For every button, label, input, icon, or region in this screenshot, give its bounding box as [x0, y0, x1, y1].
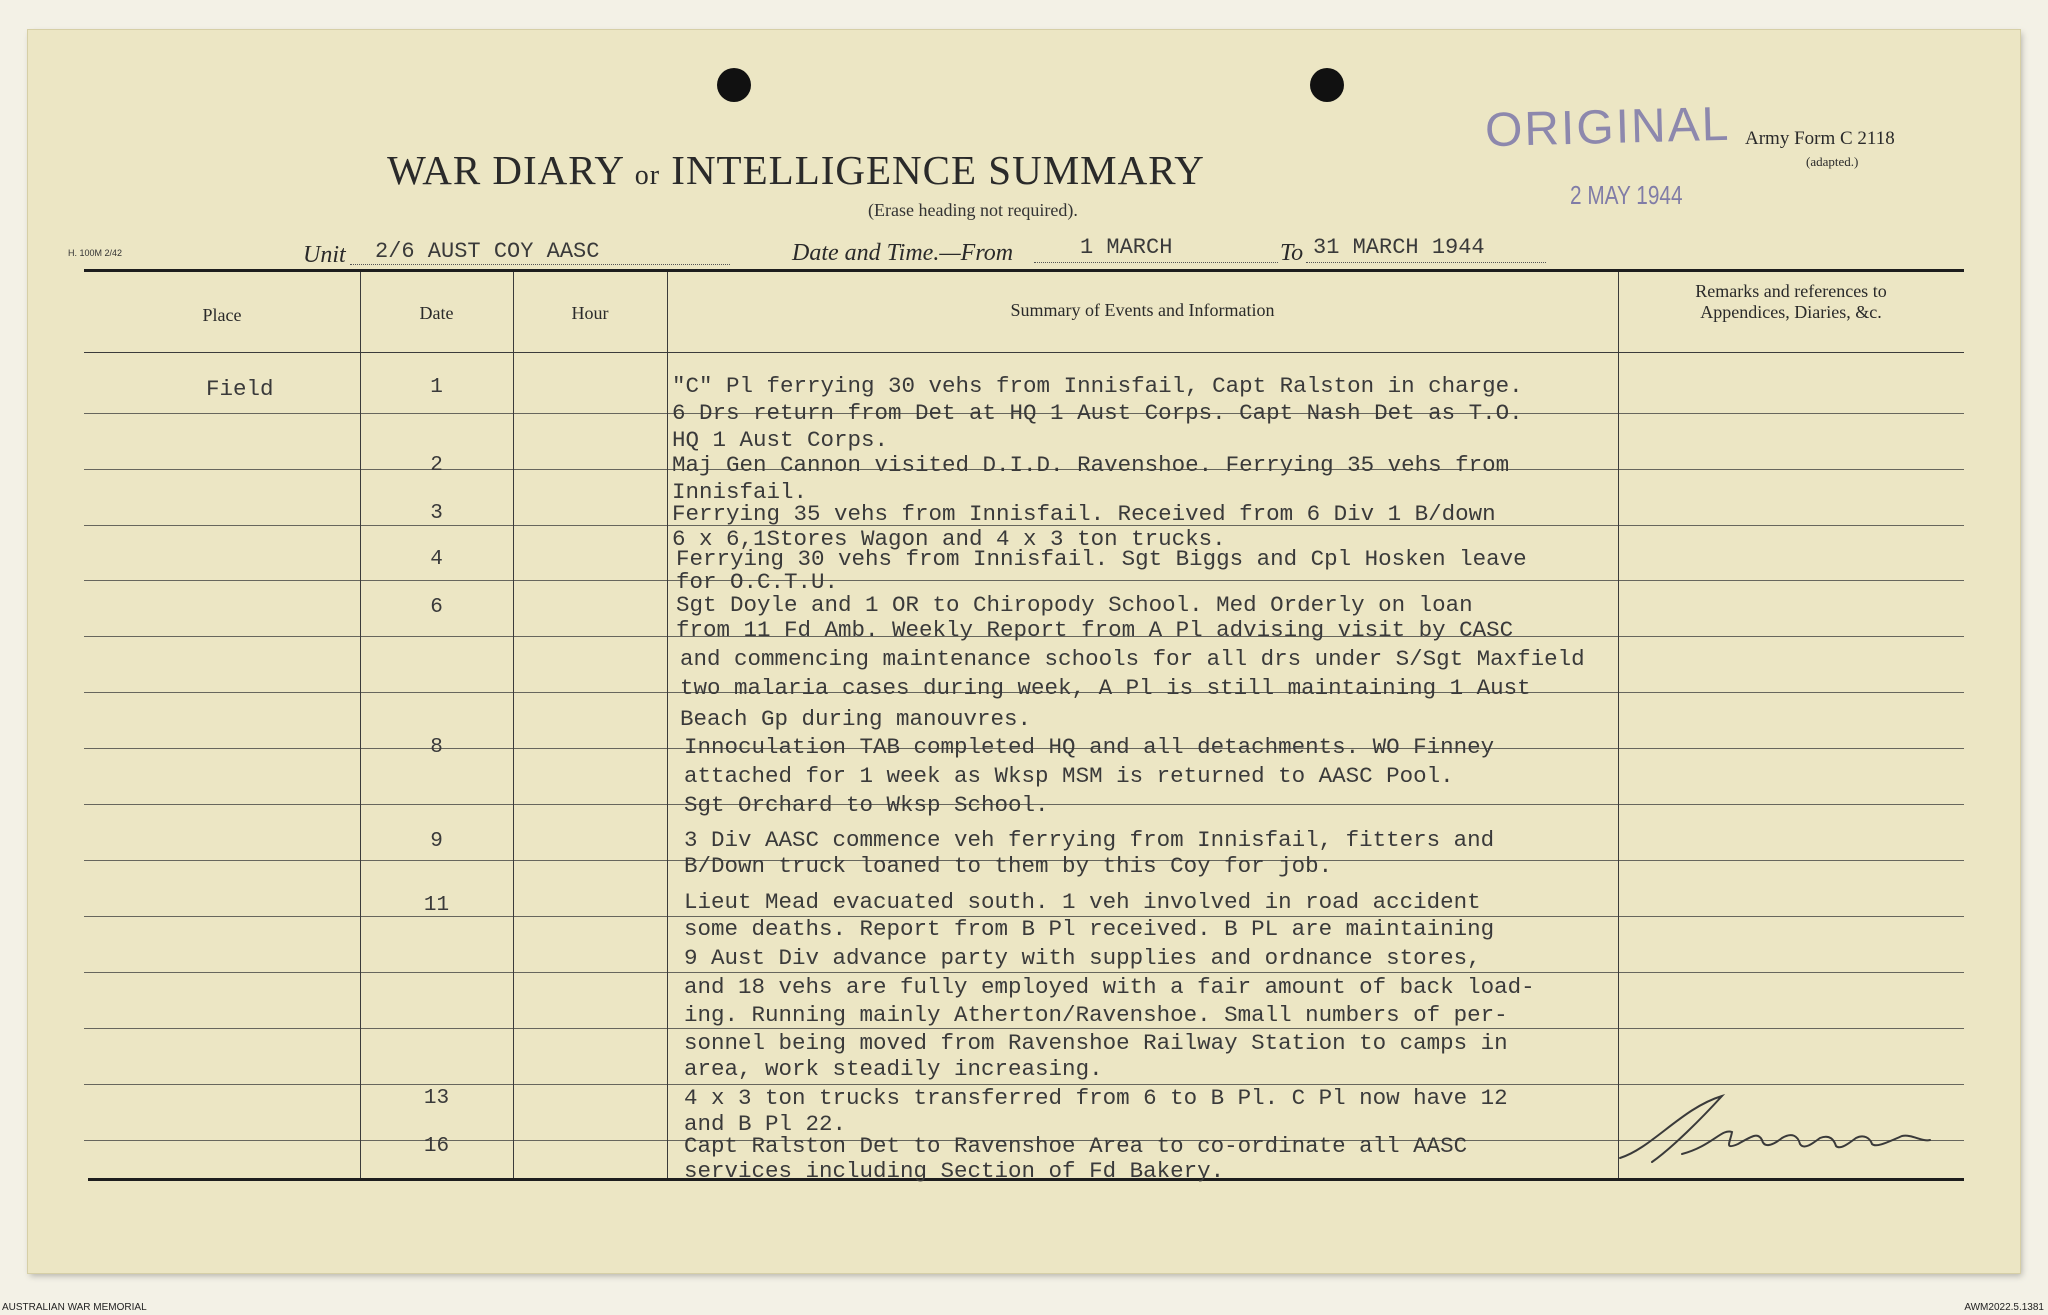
date-cell: 8: [430, 736, 443, 759]
summary-line: from 11 Fd Amb. Weekly Report from A Pl advising visit by CASC: [676, 617, 1514, 643]
date-cell: 11: [423, 894, 450, 917]
date-cell: 3: [430, 502, 443, 525]
summary-line: and commencing maintenance schools for all drs under S/Sgt Maxfield: [680, 646, 1585, 672]
summary-line: 3 Div AASC commence veh ferrying from Innisfail, fitters and: [684, 827, 1495, 853]
original-stamp: ORIGINAL: [1484, 97, 1732, 158]
to-dotted-line: [1306, 262, 1546, 263]
summary-line: Maj Gen Cannon visited D.I.D. Ravenshoe. Ferrying 35 vehs from: [672, 452, 1510, 478]
summary-line: HQ 1 Aust Corps.: [672, 427, 889, 453]
date-cell: 2: [430, 454, 443, 477]
summary-line: "C" Pl ferrying 30 vehs from Innisfail, Capt Ralston in charge.: [672, 373, 1523, 399]
row-rule: [84, 1028, 1964, 1029]
row-rule: [84, 972, 1964, 973]
summary-line: some deaths. Report from B Pl received. B PL are maintaining: [684, 916, 1495, 942]
date-cell: 6: [430, 596, 443, 619]
summary-line: and 18 vehs are fully employed with a fair amount of back load-: [684, 974, 1535, 1000]
summary-line: attached for 1 week as Wksp MSM is returned to AASC Pool.: [684, 763, 1454, 789]
summary-line: Innoculation TAB completed HQ and all detachments. WO Finney: [684, 734, 1495, 760]
page-title: WAR DIARY or INTELLIGENCE SUMMARY: [387, 147, 1205, 193]
army-form-label: Army Form C 2118: [1745, 128, 1895, 149]
column-header-summary: Summary of Events and Information: [1010, 300, 1275, 320]
unit-value: 2/6 AUST COY AASC: [375, 239, 600, 264]
date-cell: 1: [430, 376, 443, 399]
summary-line: two malaria cases during week, A Pl is still maintaining 1 Aust: [680, 675, 1531, 701]
from-dotted-line: [1034, 262, 1278, 263]
summary-line: sonnel being moved from Ravenshoe Railway Station to camps in: [684, 1030, 1508, 1056]
divider-summary-remarks: [1618, 272, 1619, 1178]
summary-line: 4 x 3 ton trucks transferred from 6 to B Pl. C Pl now have 12: [684, 1085, 1508, 1111]
column-header-remarks: Remarks and references to Appendices, Diaries, &c.: [1695, 281, 1887, 322]
unit-dotted-line: [350, 264, 730, 265]
summary-line: for O.C.T.U.: [676, 569, 839, 595]
date-time-label: Date and Time.—From: [792, 240, 1014, 266]
summary-line: B/Down truck loaned to them by this Coy for job.: [684, 853, 1333, 879]
summary-line: 6 Drs return from Det at HQ 1 Aust Corps. Capt Nash Det as T.O.: [672, 400, 1523, 426]
footer-credit: AUSTRALIAN WAR MEMORIAL: [2, 1302, 147, 1313]
summary-line: services including Section of Fd Bakery.: [684, 1158, 1225, 1184]
row-rule: [84, 580, 1964, 581]
summary-line: Ferrying 30 vehs from Innisfail. Sgt Biggs and Cpl Hosken leave: [676, 546, 1527, 572]
summary-line: Innisfail.: [672, 479, 808, 505]
divider-hour-summary: [667, 272, 668, 1178]
column-header-date: Date: [419, 303, 454, 323]
header-bottom-rule: [84, 352, 1964, 353]
date-cell: 13: [423, 1087, 450, 1110]
unit-label: Unit: [303, 242, 346, 268]
summary-line: Sgt Orchard to Wksp School.: [684, 792, 1049, 818]
summary-line: 6 x 6,1Stores Wagon and 4 x 3 ton trucks.: [672, 526, 1226, 552]
summary-line: area, work steadily increasing.: [684, 1056, 1103, 1082]
summary-line: and B Pl 22.: [684, 1111, 847, 1137]
received-date-stamp: 2 MAY 1944: [1570, 180, 1683, 210]
summary-line: 9 Aust Div advance party with supplies and ordnance stores,: [684, 945, 1481, 971]
punch-hole-right: [1310, 68, 1344, 102]
erase-note: (Erase heading not required).: [868, 200, 1078, 220]
summary-line: ing. Running mainly Atherton/Ravenshoe. Small numbers of per-: [684, 1002, 1508, 1028]
punch-hole-left: [717, 68, 751, 102]
summary-line: Ferrying 35 vehs from Innisfail. Received from 6 Div 1 B/down: [672, 501, 1496, 527]
date-cell: 9: [430, 830, 443, 853]
table-top-rule: [84, 269, 1964, 272]
date-cell: 16: [423, 1135, 450, 1158]
summary-line: Sgt Doyle and 1 OR to Chiropody School. Med Orderly on loan: [676, 592, 1473, 618]
column-header-place: Place: [202, 305, 242, 325]
column-header-hour: Hour: [571, 303, 609, 323]
date-from-value: 1 MARCH: [1080, 235, 1173, 260]
adapted-label: (adapted.): [1806, 154, 1859, 169]
summary-line: Lieut Mead evacuated south. 1 veh involved in road accident: [684, 889, 1481, 915]
date-to-value: 31 MARCH 1944: [1313, 235, 1485, 260]
summary-line: Capt Ralston Det to Ravenshoe Area to co-ordinate all AASC: [684, 1133, 1468, 1159]
to-label: To: [1280, 240, 1304, 266]
footer-reference: AWM2022.5.1381: [1964, 1302, 2044, 1313]
divider-place-date: [360, 272, 361, 1178]
signature: [1612, 1088, 1942, 1168]
date-cell: 4: [430, 548, 443, 571]
place-value: Field: [206, 376, 274, 402]
form-code: H. 100M 2/42: [68, 248, 123, 258]
summary-line: Beach Gp during manouvres.: [680, 706, 1032, 732]
divider-date-hour: [513, 272, 514, 1178]
